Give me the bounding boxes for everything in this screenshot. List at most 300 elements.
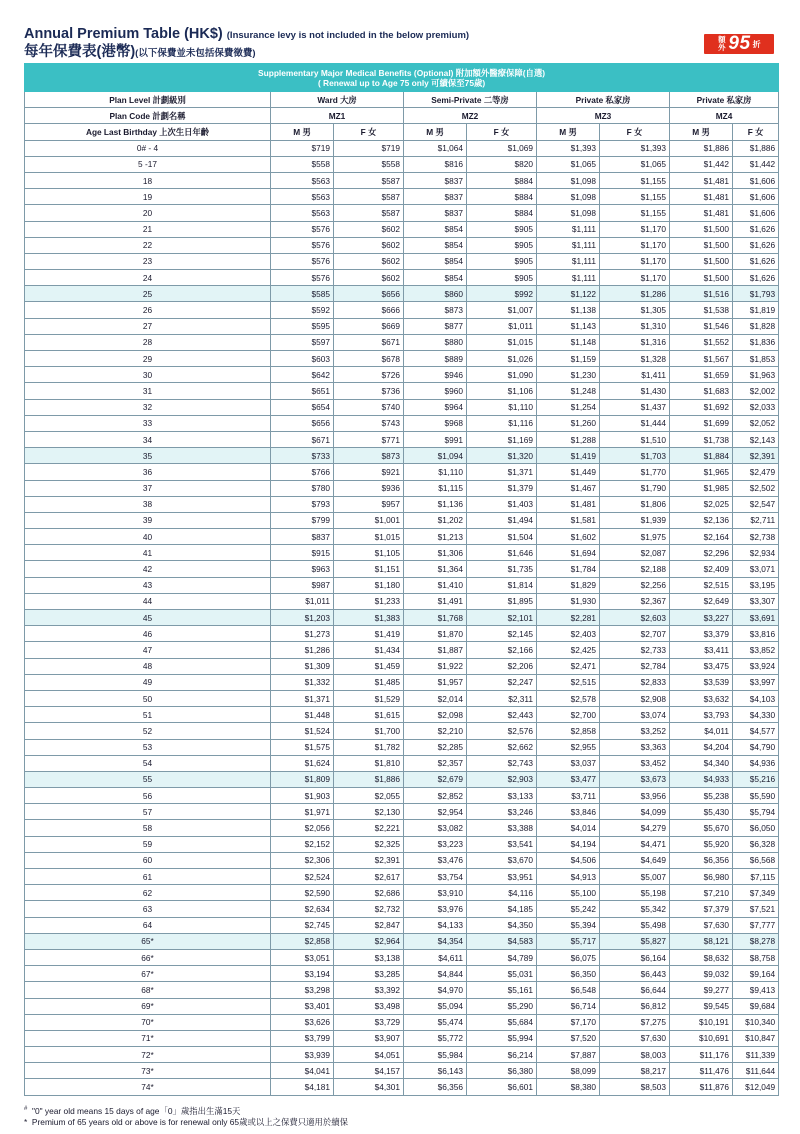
premium-female-cell: $1,504 <box>467 529 537 545</box>
age-cell: 26 <box>25 302 271 318</box>
premium-female-cell: $4,157 <box>334 1063 404 1079</box>
premium-female-cell: $5,007 <box>600 869 670 885</box>
premium-female-cell: $1,615 <box>334 707 404 723</box>
premium-male-cell: $1,481 <box>537 496 600 512</box>
premium-male-cell: $5,100 <box>537 885 600 901</box>
premium-male-cell: $4,611 <box>404 949 467 965</box>
premium-male-cell: $1,481 <box>670 172 733 188</box>
premium-male-cell: $4,844 <box>404 966 467 982</box>
premium-male-cell: $1,500 <box>670 221 733 237</box>
premium-female-cell: $1,090 <box>467 367 537 383</box>
premium-male-cell: $597 <box>271 334 334 350</box>
premium-male-cell: $1,602 <box>537 529 600 545</box>
premium-female-cell: $1,015 <box>467 334 537 350</box>
premium-male-cell: $987 <box>271 577 334 593</box>
footnotes <box>24 1104 348 1128</box>
premium-male-cell: $3,037 <box>537 755 600 771</box>
premium-female-cell: $1,411 <box>600 367 670 383</box>
plan-level-2: Semi-Private 二等房 <box>404 92 537 108</box>
table-row <box>25 739 779 755</box>
premium-female-cell: $2,311 <box>467 690 537 706</box>
premium-female-cell: $2,502 <box>733 480 779 496</box>
premium-female-cell: $1,371 <box>467 464 537 480</box>
premium-male-cell: $1,481 <box>670 205 733 221</box>
premium-male-cell: $9,545 <box>670 998 733 1014</box>
premium-male-cell: $1,111 <box>537 221 600 237</box>
premium-female-cell: $1,828 <box>733 318 779 334</box>
premium-female-cell: $3,071 <box>733 561 779 577</box>
premium-male-cell: $2,515 <box>537 674 600 690</box>
premium-female-cell: $2,166 <box>467 642 537 658</box>
premium-male-cell: $1,064 <box>404 140 467 156</box>
table-row <box>25 771 779 787</box>
premium-male-cell: $1,624 <box>271 755 334 771</box>
premium-male-cell: $1,248 <box>537 383 600 399</box>
table-row <box>25 642 779 658</box>
age-cell: 19 <box>25 189 271 205</box>
title-block <box>24 26 469 62</box>
premium-female-cell: $1,026 <box>467 351 537 367</box>
premium-male-cell: $915 <box>271 545 334 561</box>
premium-male-cell: $946 <box>404 367 467 383</box>
premium-male-cell: $1,957 <box>404 674 467 690</box>
premium-male-cell: $3,477 <box>537 771 600 787</box>
age-cell: 49 <box>25 674 271 690</box>
premium-male-cell: $5,430 <box>670 804 733 820</box>
premium-female-cell: $5,031 <box>467 966 537 982</box>
premium-female-cell: $669 <box>334 318 404 334</box>
premium-male-cell: $2,210 <box>404 723 467 739</box>
premium-female-cell: $3,074 <box>600 707 670 723</box>
premium-male-cell: $2,590 <box>271 885 334 901</box>
table-row <box>25 237 779 253</box>
premium-male-cell: $563 <box>271 205 334 221</box>
age-cell: 48 <box>25 658 271 674</box>
premium-female-cell: $587 <box>334 172 404 188</box>
premium-male-cell: $2,954 <box>404 804 467 820</box>
premium-male-cell: $3,223 <box>404 836 467 852</box>
table-row <box>25 949 779 965</box>
premium-female-cell: $6,380 <box>467 1063 537 1079</box>
premium-male-cell: $1,738 <box>670 431 733 447</box>
plan-level-4: Private 私家房 <box>670 92 779 108</box>
premium-female-cell: $4,649 <box>600 852 670 868</box>
banner-line-2: ( Renewal up to Age 75 only 可續保至75歲) <box>317 77 486 88</box>
premium-male-cell: $4,970 <box>404 982 467 998</box>
premium-female-cell: $1,180 <box>334 577 404 593</box>
premium-male-cell: $1,870 <box>404 626 467 642</box>
premium-female-cell: $6,328 <box>733 836 779 852</box>
table-row <box>25 901 779 917</box>
premium-female-cell: $6,214 <box>467 1047 537 1063</box>
premium-female-cell: $4,789 <box>467 949 537 965</box>
discount-number: 95 <box>728 33 751 54</box>
premium-male-cell: $4,340 <box>670 755 733 771</box>
age-cell: 46 <box>25 626 271 642</box>
premium-male-cell: $1,886 <box>670 140 733 156</box>
premium-male-cell: $4,506 <box>537 852 600 868</box>
plan-code-1: MZ1 <box>271 108 404 124</box>
plan-code-label: Plan Code 計劃名稱 <box>25 108 271 124</box>
age-cell: 56 <box>25 788 271 804</box>
premium-female-cell: $1,886 <box>733 140 779 156</box>
premium-male-cell: $11,176 <box>670 1047 733 1063</box>
premium-male-cell: $11,876 <box>670 1079 733 1095</box>
premium-female-cell: $3,729 <box>334 1014 404 1030</box>
premium-male-cell: $1,500 <box>670 237 733 253</box>
premium-female-cell: $2,188 <box>600 561 670 577</box>
premium-male-cell: $3,194 <box>271 966 334 982</box>
premium-female-cell: $2,617 <box>334 869 404 885</box>
age-cell: 70* <box>25 1014 271 1030</box>
premium-male-cell: $2,515 <box>670 577 733 593</box>
premium-male-cell: $3,754 <box>404 869 467 885</box>
table-row <box>25 804 779 820</box>
premium-female-cell: $3,285 <box>334 966 404 982</box>
premium-male-cell: $654 <box>271 399 334 415</box>
premium-female-cell: $2,833 <box>600 674 670 690</box>
premium-table <box>24 63 779 1096</box>
premium-male-cell: $1,419 <box>537 448 600 464</box>
premium-male-cell: $3,401 <box>271 998 334 1014</box>
female-header: F 女 <box>600 124 670 140</box>
premium-female-cell: $4,583 <box>467 933 537 949</box>
premium-male-cell: $3,793 <box>670 707 733 723</box>
premium-female-cell: $1,155 <box>600 172 670 188</box>
premium-female-cell: $771 <box>334 431 404 447</box>
plan-level-label: Plan Level 計劃級別 <box>25 92 271 108</box>
premium-male-cell: $3,539 <box>670 674 733 690</box>
age-cell: 59 <box>25 836 271 852</box>
premium-male-cell: $5,242 <box>537 901 600 917</box>
premium-male-cell: $1,516 <box>670 286 733 302</box>
premium-female-cell: $726 <box>334 367 404 383</box>
premium-male-cell: $1,213 <box>404 529 467 545</box>
table-row <box>25 512 779 528</box>
premium-female-cell: $2,603 <box>600 610 670 626</box>
premium-female-cell: $3,541 <box>467 836 537 852</box>
premium-female-cell: $8,278 <box>733 933 779 949</box>
premium-male-cell: $3,799 <box>271 1030 334 1046</box>
premium-female-cell: $2,784 <box>600 658 670 674</box>
premium-female-cell: $2,247 <box>467 674 537 690</box>
age-cell: 18 <box>25 172 271 188</box>
discount-prefix: 額外 <box>718 35 726 52</box>
premium-female-cell: $2,686 <box>334 885 404 901</box>
premium-female-cell: $1,437 <box>600 399 670 415</box>
premium-female-cell: $8,758 <box>733 949 779 965</box>
table-row <box>25 351 779 367</box>
premium-male-cell: $2,649 <box>670 593 733 609</box>
premium-female-cell: $656 <box>334 286 404 302</box>
premium-male-cell: $5,394 <box>537 917 600 933</box>
premium-male-cell: $1,922 <box>404 658 467 674</box>
age-cell: 69* <box>25 998 271 1014</box>
premium-male-cell: $9,032 <box>670 966 733 982</box>
premium-female-cell: $2,130 <box>334 804 404 820</box>
premium-female-cell: $873 <box>334 448 404 464</box>
age-cell: 44 <box>25 593 271 609</box>
premium-male-cell: $11,476 <box>670 1063 733 1079</box>
table-banner <box>25 64 779 92</box>
premium-male-cell: $719 <box>271 140 334 156</box>
premium-female-cell: $3,363 <box>600 739 670 755</box>
premium-male-cell: $5,238 <box>670 788 733 804</box>
age-cell: 53 <box>25 739 271 755</box>
premium-male-cell: $2,285 <box>404 739 467 755</box>
premium-male-cell: $595 <box>271 318 334 334</box>
premium-male-cell: $3,475 <box>670 658 733 674</box>
premium-male-cell: $558 <box>271 156 334 172</box>
premium-male-cell: $3,411 <box>670 642 733 658</box>
age-cell: 21 <box>25 221 271 237</box>
premium-female-cell: $9,413 <box>733 982 779 998</box>
premium-female-cell: $1,790 <box>600 480 670 496</box>
premium-male-cell: $5,094 <box>404 998 467 1014</box>
premium-female-cell: $1,015 <box>334 529 404 545</box>
premium-male-cell: $2,357 <box>404 755 467 771</box>
premium-male-cell: $1,442 <box>670 156 733 172</box>
premium-female-cell: $558 <box>334 156 404 172</box>
premium-female-cell: $3,670 <box>467 852 537 868</box>
premium-female-cell: $1,626 <box>733 237 779 253</box>
premium-female-cell: $1,735 <box>467 561 537 577</box>
table-row <box>25 156 779 172</box>
premium-male-cell: $4,011 <box>670 723 733 739</box>
premium-male-cell: $1,903 <box>271 788 334 804</box>
age-cell: 52 <box>25 723 271 739</box>
premium-female-cell: $1,444 <box>600 415 670 431</box>
age-cell: 65* <box>25 933 271 949</box>
premium-female-cell: $1,963 <box>733 367 779 383</box>
age-cell: 66* <box>25 949 271 965</box>
premium-female-cell: $5,684 <box>467 1014 537 1030</box>
premium-female-cell: $905 <box>467 237 537 253</box>
plan-code-3: MZ3 <box>537 108 670 124</box>
premium-female-cell: $2,033 <box>733 399 779 415</box>
premium-male-cell: $10,191 <box>670 1014 733 1030</box>
premium-female-cell: $10,847 <box>733 1030 779 1046</box>
premium-male-cell: $960 <box>404 383 467 399</box>
premium-male-cell: $1,309 <box>271 658 334 674</box>
table-row <box>25 1030 779 1046</box>
premium-female-cell: $7,349 <box>733 885 779 901</box>
premium-male-cell: $793 <box>271 496 334 512</box>
premium-male-cell: $576 <box>271 221 334 237</box>
premium-male-cell: $1,829 <box>537 577 600 593</box>
male-header: M 男 <box>670 124 733 140</box>
premium-male-cell: $2,679 <box>404 771 467 787</box>
premium-male-cell: $854 <box>404 253 467 269</box>
premium-male-cell: $991 <box>404 431 467 447</box>
premium-female-cell: $736 <box>334 383 404 399</box>
premium-male-cell: $1,500 <box>670 270 733 286</box>
premium-female-cell: $2,145 <box>467 626 537 642</box>
premium-female-cell: $1,001 <box>334 512 404 528</box>
table-row <box>25 1079 779 1095</box>
premium-male-cell: $5,474 <box>404 1014 467 1030</box>
age-cell: 27 <box>25 318 271 334</box>
age-cell: 32 <box>25 399 271 415</box>
age-label: Age Last Birthday 上次生日年齡 <box>25 124 271 140</box>
premium-male-cell: $1,887 <box>404 642 467 658</box>
premium-female-cell: $740 <box>334 399 404 415</box>
premium-male-cell: $2,700 <box>537 707 600 723</box>
premium-female-cell: $1,065 <box>600 156 670 172</box>
premium-male-cell: $1,111 <box>537 270 600 286</box>
premium-male-cell: $1,971 <box>271 804 334 820</box>
premium-male-cell: $1,546 <box>670 318 733 334</box>
age-cell: 47 <box>25 642 271 658</box>
table-row <box>25 1063 779 1079</box>
premium-male-cell: $1,202 <box>404 512 467 528</box>
premium-male-cell: $873 <box>404 302 467 318</box>
premium-male-cell: $3,379 <box>670 626 733 642</box>
premium-female-cell: $2,732 <box>334 901 404 917</box>
premium-male-cell: $563 <box>271 172 334 188</box>
plan-code-4: MZ4 <box>670 108 779 124</box>
age-cell: 71* <box>25 1030 271 1046</box>
premium-female-cell: $992 <box>467 286 537 302</box>
premium-female-cell: $1,286 <box>600 286 670 302</box>
age-cell: 67* <box>25 966 271 982</box>
premium-female-cell: $3,673 <box>600 771 670 787</box>
premium-male-cell: $8,632 <box>670 949 733 965</box>
premium-female-cell: $2,101 <box>467 610 537 626</box>
premium-female-cell: $1,310 <box>600 318 670 334</box>
premium-female-cell: $921 <box>334 464 404 480</box>
premium-male-cell: $4,041 <box>271 1063 334 1079</box>
premium-male-cell: $3,939 <box>271 1047 334 1063</box>
premium-male-cell: $1,410 <box>404 577 467 593</box>
premium-female-cell: $905 <box>467 253 537 269</box>
premium-male-cell: $963 <box>271 561 334 577</box>
age-cell: 37 <box>25 480 271 496</box>
premium-male-cell: $585 <box>271 286 334 302</box>
premium-female-cell: $5,290 <box>467 998 537 1014</box>
premium-male-cell: $3,711 <box>537 788 600 804</box>
page-title-en: Annual Premium Table (HK$) (Insurance levy is not included in the below premium) <box>24 26 470 42</box>
premium-male-cell: $837 <box>404 172 467 188</box>
table-row <box>25 1047 779 1063</box>
premium-male-cell: $642 <box>271 367 334 383</box>
age-cell: 34 <box>25 431 271 447</box>
premium-female-cell: $6,443 <box>600 966 670 982</box>
premium-female-cell: $6,644 <box>600 982 670 998</box>
premium-female-cell: $5,198 <box>600 885 670 901</box>
premium-female-cell: $1,703 <box>600 448 670 464</box>
premium-female-cell: $905 <box>467 221 537 237</box>
premium-female-cell: $7,521 <box>733 901 779 917</box>
age-cell: 36 <box>25 464 271 480</box>
premium-male-cell: $4,181 <box>271 1079 334 1095</box>
premium-female-cell: $2,707 <box>600 626 670 642</box>
age-cell: 60 <box>25 852 271 868</box>
premium-male-cell: $3,976 <box>404 901 467 917</box>
premium-female-cell: $2,576 <box>467 723 537 739</box>
premium-female-cell: $1,626 <box>733 221 779 237</box>
plan-code-2: MZ2 <box>404 108 537 124</box>
premium-male-cell: $1,136 <box>404 496 467 512</box>
table-row <box>25 626 779 642</box>
table-row <box>25 286 779 302</box>
premium-male-cell: $6,075 <box>537 949 600 965</box>
premium-female-cell: $1,170 <box>600 221 670 237</box>
age-cell: 28 <box>25 334 271 350</box>
premium-female-cell: $1,434 <box>334 642 404 658</box>
premium-male-cell: $5,920 <box>670 836 733 852</box>
premium-male-cell: $7,887 <box>537 1047 600 1063</box>
premium-male-cell: $576 <box>271 270 334 286</box>
premium-female-cell: $5,498 <box>600 917 670 933</box>
premium-female-cell: $7,630 <box>600 1030 670 1046</box>
premium-female-cell: $6,601 <box>467 1079 537 1095</box>
premium-female-cell: $5,994 <box>467 1030 537 1046</box>
table-row <box>25 933 779 949</box>
premium-female-cell: $1,770 <box>600 464 670 480</box>
premium-female-cell: $2,002 <box>733 383 779 399</box>
premium-male-cell: $3,298 <box>271 982 334 998</box>
premium-female-cell: $5,161 <box>467 982 537 998</box>
premium-male-cell: $1,393 <box>537 140 600 156</box>
premium-female-cell: $2,903 <box>467 771 537 787</box>
premium-male-cell: $5,772 <box>404 1030 467 1046</box>
discount-suffix: 折 <box>752 39 761 49</box>
premium-female-cell: $884 <box>467 189 537 205</box>
premium-female-cell: $1,316 <box>600 334 670 350</box>
age-cell: 30 <box>25 367 271 383</box>
table-row <box>25 172 779 188</box>
age-cell: 58 <box>25 820 271 836</box>
age-cell: 0# - 4 <box>25 140 271 156</box>
age-cell: 23 <box>25 253 271 269</box>
premium-female-cell: $5,827 <box>600 933 670 949</box>
premium-male-cell: $889 <box>404 351 467 367</box>
premium-male-cell: $7,379 <box>670 901 733 917</box>
premium-female-cell: $957 <box>334 496 404 512</box>
age-cell: 64 <box>25 917 271 933</box>
premium-female-cell: $1,895 <box>467 593 537 609</box>
premium-male-cell: $837 <box>404 205 467 221</box>
table-row <box>25 140 779 156</box>
premium-female-cell: $2,547 <box>733 496 779 512</box>
table-row <box>25 577 779 593</box>
premium-female-cell: $1,853 <box>733 351 779 367</box>
premium-male-cell: $6,143 <box>404 1063 467 1079</box>
premium-female-cell: $2,055 <box>334 788 404 804</box>
premium-male-cell: $4,354 <box>404 933 467 949</box>
table-row <box>25 610 779 626</box>
premium-female-cell: $3,246 <box>467 804 537 820</box>
table-row <box>25 221 779 237</box>
premium-female-cell: $602 <box>334 270 404 286</box>
premium-female-cell: $1,606 <box>733 205 779 221</box>
age-cell: 55 <box>25 771 271 787</box>
premium-male-cell: $563 <box>271 189 334 205</box>
table-row <box>25 820 779 836</box>
table-row <box>25 593 779 609</box>
premium-female-cell: $1,494 <box>467 512 537 528</box>
premium-male-cell: $837 <box>271 529 334 545</box>
table-row <box>25 189 779 205</box>
premium-male-cell: $1,524 <box>271 723 334 739</box>
premium-female-cell: $1,510 <box>600 431 670 447</box>
premium-female-cell: $8,217 <box>600 1063 670 1079</box>
table-row <box>25 318 779 334</box>
premium-male-cell: $2,852 <box>404 788 467 804</box>
premium-female-cell: $3,997 <box>733 674 779 690</box>
premium-female-cell: $743 <box>334 415 404 431</box>
